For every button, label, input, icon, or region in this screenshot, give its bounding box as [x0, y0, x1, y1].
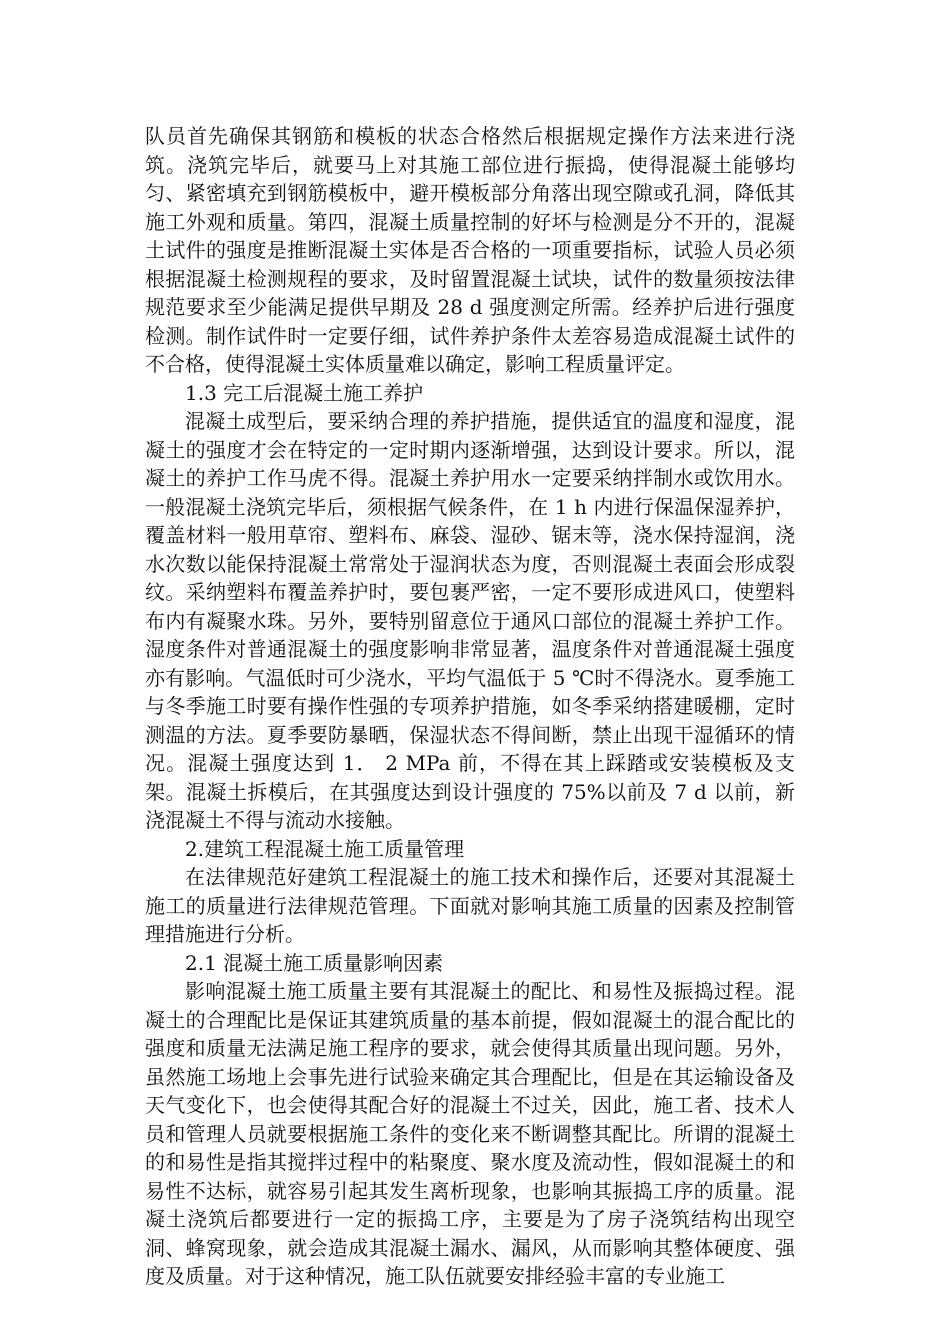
paragraph-quality-intro: 在法律规范好建筑工程混凝土的施工技术和操作后，还要对其混凝土施工的质量进行法律规范管理。下面就对影响其施工质量的因素及控制管理措施进行分析。: [145, 865, 795, 946]
section-heading-1-3: 1.3 完工后混凝土施工养护: [185, 380, 424, 405]
document-page: [145, 122, 795, 1291]
section-heading-2-1: 2.1 混凝土施工质量影响因素: [185, 950, 444, 975]
paragraph-curing: 混凝土成型后，要采纳合理的养护措施，提供适宜的温度和湿度，混凝土的强度才会在特定的一定时期内逐渐增强，达到设计要求。所以，混凝土的养护工作马虎不得。混凝土养护用水一定要采纳拌制水或饮用水。一般混凝土浇筑完毕后，须根据气候条件，在 1 h 内进行保温保湿养护，覆盖材料一般用草帘、塑料布、麻袋、湿砂、锯末等，浇水保持湿润，浇水次数以能保持混凝土常常处于湿润状态为度，否则混凝土表面会形成裂纹。采纳塑料布覆盖养护时，要包裹严密，一定不要形成进风口，使塑料布内有凝聚水珠。另外，要特别留意位于通风口部位的混凝土养护工作。湿度条件对普通混凝土的强度影响非常显著，温度条件对普通混凝土强度亦有影响。气温低时可少浇水，平均气温低于 5 ℃时不得浇水。夏季施工与冬季施工时要有操作性强的专项养护措施，如冬季采纳搭建暖棚，定时测温的方法。夏季要防暴晒，保湿状态不得间断，禁止出现干湿循环的情况。混凝土强度达到 1． 2 MPa 前，不得在其上踩踏或安装模板及支架。混凝土拆模后，在其强度达到设计强度的 75%以前及 7 d 以前，新浇混凝土不得与流动水接触。: [145, 409, 795, 832]
paragraph-quality-factors: 影响混凝土施工质量主要有其混凝土的配比、和易性及振捣过程。混凝土的合理配比是保证其建筑质量的基本前提，假如混凝土的混合配比的强度和质量无法满足施工程序的要求，就会使得其质量出现问题。另外，虽然施工场地上会事先进行试验来确定其合理配比，但是在其运输设备及天气变化下，也会使得其配合好的混凝土不过关，因此，施工者、技术人员和管理人员就要根据施工条件的变化来不断调整其配比。所谓的混凝土的和易性是指其搅拌过程中的粘聚度、聚水度及流动性，假如混凝土的和易性不达标，就容易引起其发生离析现象，也影响其振捣工序的质量。混凝土浇筑后都要进行一定的振捣工序，主要是为了房子浇筑结构出现空洞、蜂窝现象，就会造成其混凝土漏水、漏风，从而影响其整体硬度、强度及质量。对于这种情况，施工队伍就要安排经验丰富的专业施工: [145, 979, 795, 1288]
section-heading-2: 2.建筑工程混凝土施工质量管理: [185, 836, 465, 861]
paragraph-continued: 队员首先确保其钢筋和模板的状态合格然后根据规定操作方法来进行浇筑。浇筑完毕后，就要马上对其施工部位进行振捣，使得混凝土能够均匀、紧密填充到钢筋模板中，避开模板部分角落出现空隙或孔洞，降低其施工外观和质量。第四，混凝土质量控制的好坏与检测是分不开的，混凝土试件的强度是推断混凝土实体是否合格的一项重要指标，试验人员必须根据混凝土检测规程的要求，及时留置混凝土试块，试件的数量须按法律规范要求至少能满足提供早期及 28 d 强度测定所需。经养护后进行强度检测。制作试件时一定要仔细，试件养护条件太差容易造成混凝土试件的不合格，使得混凝土实体质量难以确定，影响工程质量评定。: [145, 124, 795, 376]
